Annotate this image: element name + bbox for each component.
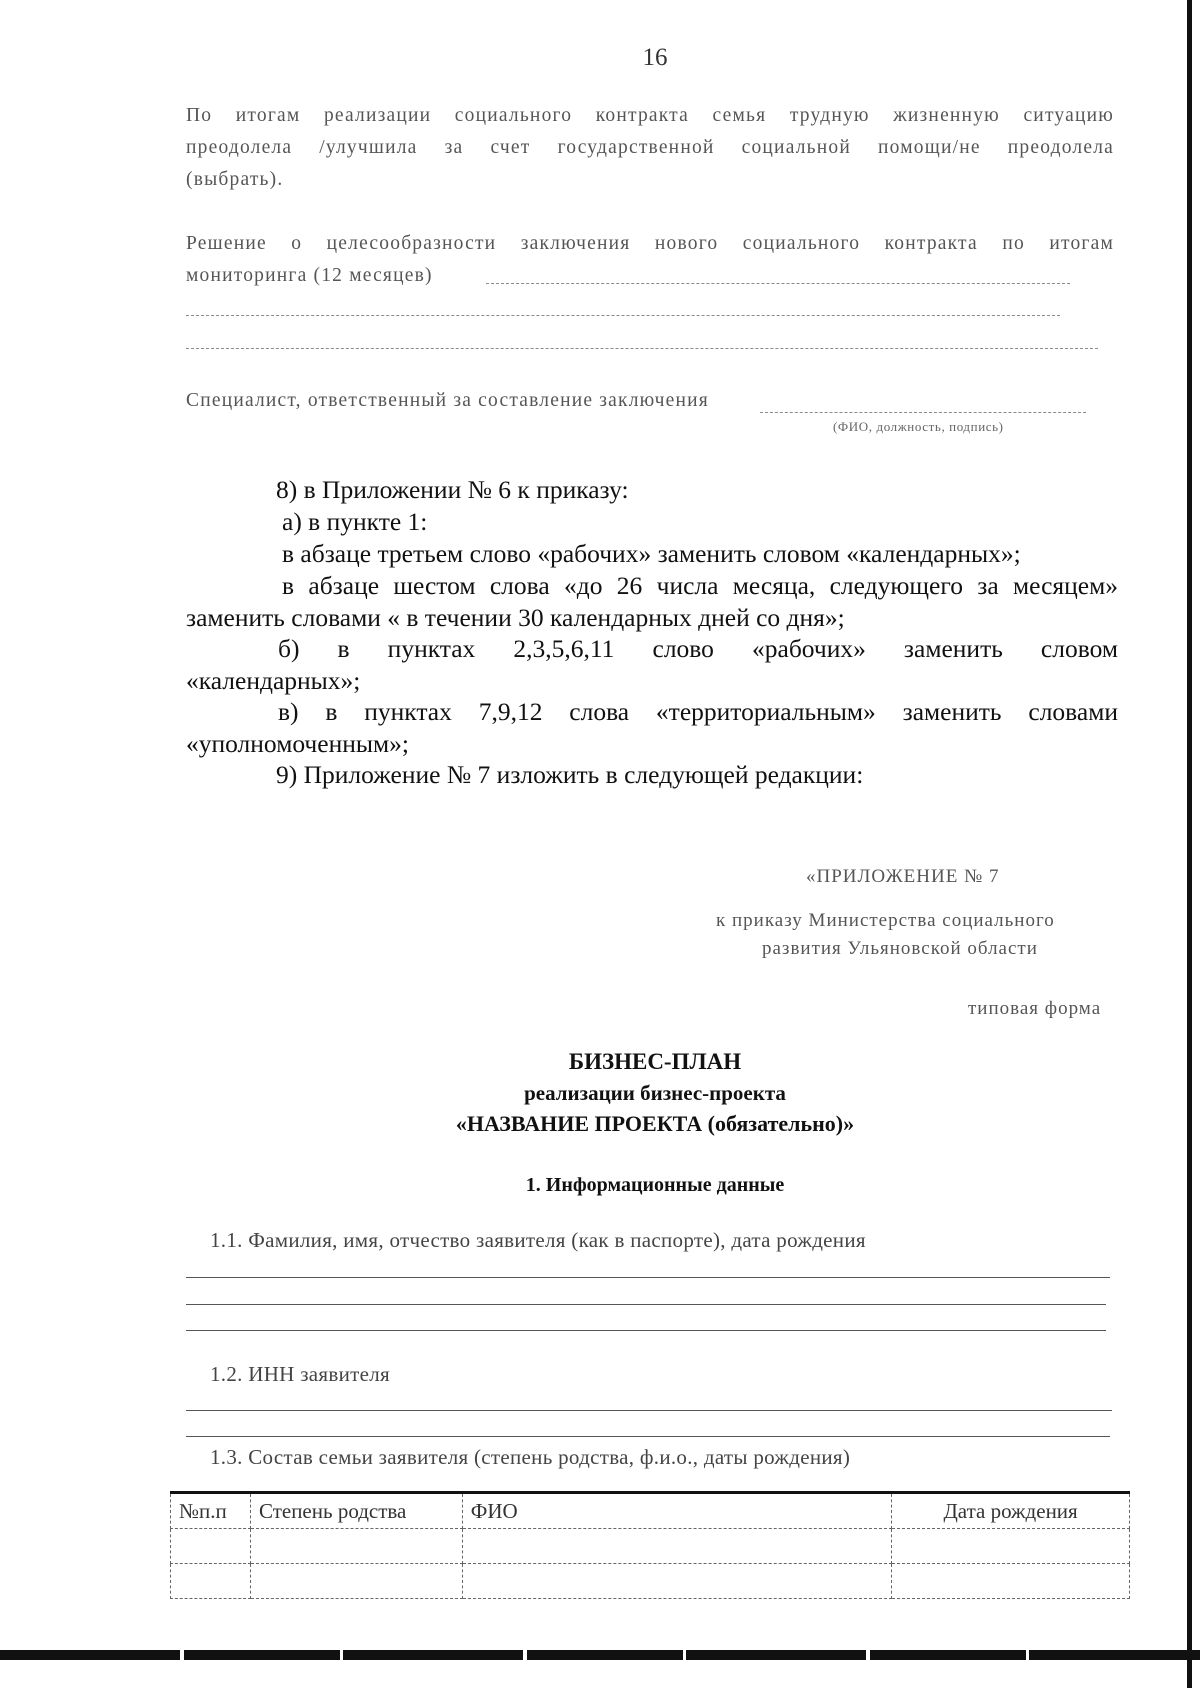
amendment-item-8c (186, 696, 1118, 759)
table-cell[interactable] (892, 1564, 1130, 1599)
field-1-1-line[interactable] (186, 1277, 1110, 1278)
decision-fill-line-3 (186, 348, 1098, 349)
page-number: 16 (642, 44, 668, 71)
table-header-number: №п.п (171, 1493, 251, 1529)
appendix-line-2: развития Ульяновской области (762, 938, 1038, 959)
form-type-label: типовая форма (968, 998, 1102, 1019)
project-name: «НАЗВАНИЕ ПРОЕКТА (обязательно)» (455, 1111, 855, 1136)
field-1-2-line-2[interactable] (186, 1436, 1110, 1437)
decision-fill-line-2 (186, 315, 1060, 316)
specialist-signature-line (760, 412, 1086, 413)
monitoring-paragraph (186, 100, 1114, 196)
business-plan-title: БИЗНЕС-ПЛАН (568, 1049, 742, 1074)
monitoring-line-1: По итогам реализации социального контракта семья трудную жизненную ситуацию (186, 105, 1114, 126)
amendment-item-8: 8) в Приложении № 6 к приказу: (276, 475, 629, 504)
amendment-item-8a: а) в пункте 1: (282, 507, 428, 536)
specialist-label: Специалист, ответственный за составление заключения (186, 390, 709, 411)
table-cell[interactable] (171, 1564, 251, 1599)
table-header-name: ФИО (462, 1493, 891, 1529)
table-cell[interactable] (462, 1529, 891, 1564)
table-cell[interactable] (892, 1529, 1130, 1564)
field-1-1-line-2[interactable] (186, 1304, 1106, 1305)
amendment-item-9: 9) Приложение № 7 изложить в следующей редакции: (276, 760, 864, 789)
family-composition-table (170, 1491, 1130, 1599)
amendment-item-8c-line-1: в) в пунктах 7,9,12 слова «территориальным» заменить словами (278, 697, 1118, 726)
table-cell[interactable] (250, 1564, 462, 1599)
amendment-item-8b-line-1: б) в пунктах 2,3,5,6,11 слово «рабочих» заменить словом (278, 634, 1118, 663)
field-1-3-label: 1.3. Состав семьи заявителя (степень родства, ф.и.о., даты рождения) (210, 1445, 851, 1469)
amendment-item-8b (186, 633, 1118, 696)
decision-fill-line (486, 283, 1070, 284)
appendix-title: «ПРИЛОЖЕНИЕ № 7 (806, 866, 1000, 887)
monitoring-line-3: (выбрать). (186, 169, 284, 190)
monitoring-line-2: преодолела /улучшила за счет государственной социальной помощи/не преодолела (186, 137, 1114, 158)
table-row (171, 1564, 1130, 1599)
page-edge-bottom (0, 1650, 1200, 1660)
field-1-1-line-3[interactable] (186, 1330, 1106, 1331)
amendment-item-8b-line-2: «календарных»; (186, 665, 361, 695)
table-header-row (171, 1493, 1130, 1529)
field-1-1-label: 1.1. Фамилия, имя, отчество заявителя (как в паспорте), дата рождения (210, 1228, 866, 1252)
decision-line-1: Решение о целесообразности заключения нового социального контракта по итогам (186, 233, 1114, 254)
specialist-caption: (ФИО, должность, подпись) (833, 419, 1004, 434)
table-cell[interactable] (462, 1564, 891, 1599)
amendment-item-8a-p2 (186, 570, 1118, 633)
amendment-item-8a-p1: в абзаце третьем слово «рабочих» заменить словом «календарных»; (282, 539, 1021, 568)
decision-line-2: мониторинга (12 месяцев) (186, 265, 433, 286)
amendment-item-8c-line-2: «уполномоченным»; (186, 728, 409, 758)
table-header-birth-date: Дата рождения (892, 1493, 1130, 1529)
section-1-heading: 1. Информационные данные (525, 1174, 785, 1196)
table-row (171, 1529, 1130, 1564)
field-1-2-line[interactable] (186, 1410, 1112, 1411)
table-header-relationship: Степень родства (250, 1493, 462, 1529)
amendment-item-8a-p2-line-2: заменить словами « в течении 30 календарных дней со дня»; (186, 602, 845, 632)
business-plan-subtitle: реализации бизнес-проекта (524, 1081, 786, 1105)
table-cell[interactable] (171, 1529, 251, 1564)
appendix-line-1: к приказу Министерства социального (716, 910, 1055, 931)
field-1-2-label: 1.2. ИНН заявителя (210, 1362, 390, 1386)
amendment-item-8a-p2-line-1: в абзаце шестом слова «до 26 числа месяца, следующего за месяцем» (282, 571, 1118, 600)
page-edge-right (1187, 0, 1192, 1688)
table-cell[interactable] (250, 1529, 462, 1564)
